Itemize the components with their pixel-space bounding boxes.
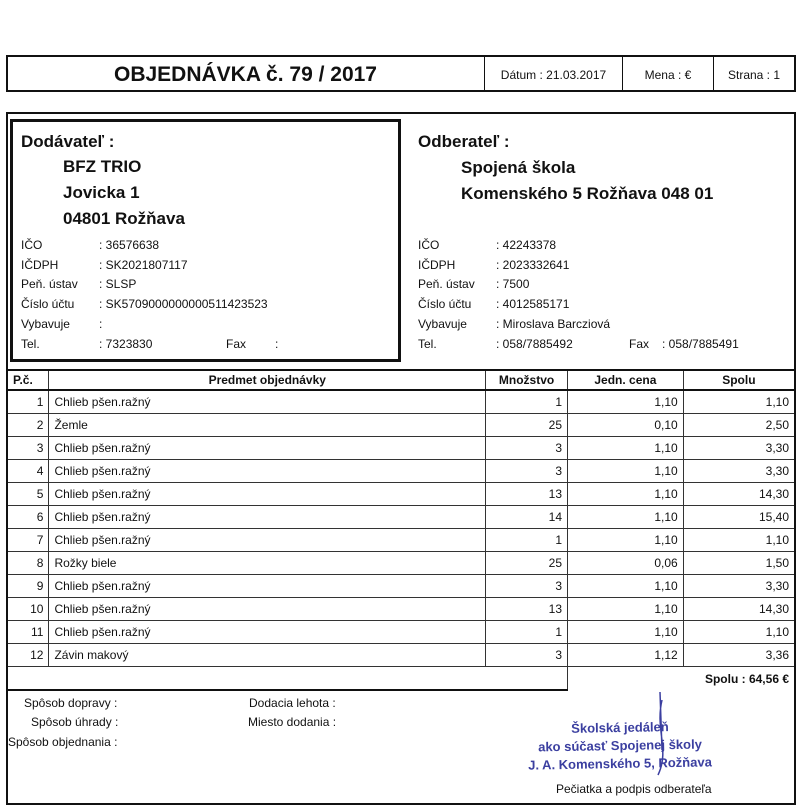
row-index: 8 (7, 552, 49, 575)
supplier-label-handler: Vybavuje (21, 317, 70, 331)
row-unit-price: 0,06 (568, 552, 684, 575)
customer-label-handler: Vybavuje (418, 317, 467, 331)
table-row (7, 644, 795, 667)
table-row (7, 437, 795, 460)
column-header-quantity: Množstvo (486, 370, 568, 390)
row-unit-price: 1,12 (568, 644, 684, 667)
row-index: 7 (7, 529, 49, 552)
signature-label: Pečiatka a podpis odberateľa (556, 782, 712, 796)
row-item: Chlieb pšen.ražný (49, 621, 486, 644)
row-quantity: 3 (486, 575, 568, 598)
supplier-value-tel: : 7323830 (99, 337, 153, 351)
row-total: 3,30 (683, 575, 795, 598)
row-unit-price: 1,10 (568, 506, 684, 529)
supplier-label-account: Číslo účtu (21, 297, 75, 311)
table-row (7, 483, 795, 506)
row-item: Chlieb pšen.ražný (49, 506, 486, 529)
table-body (7, 390, 795, 667)
row-index: 1 (7, 390, 49, 414)
customer-address: Komenského 5 Rožňava 048 01 (461, 184, 714, 203)
row-total: 14,30 (683, 598, 795, 621)
row-item: Chlieb pšen.ražný (49, 575, 486, 598)
row-unit-price: 1,10 (568, 621, 684, 644)
order-title: OBJEDNÁVKA č. 79 / 2017 (113, 63, 377, 86)
order-sum: Spolu : 64,56 € (568, 667, 795, 691)
customer-value-handler: : Miroslava Barcziová (496, 317, 611, 331)
column-header-index: P.č. (7, 370, 49, 390)
customer-label-ico: IČO (418, 238, 440, 252)
row-index: 3 (7, 437, 49, 460)
row-total: 3,30 (683, 437, 795, 460)
row-index: 4 (7, 460, 49, 483)
order-header (6, 55, 796, 92)
customer-name: Spojená škola (461, 158, 576, 177)
row-total: 2,50 (683, 414, 795, 437)
table-row (7, 529, 795, 552)
supplier-heading: Dodávateľ : (21, 132, 115, 151)
row-quantity: 1 (486, 390, 568, 414)
row-quantity: 13 (486, 598, 568, 621)
row-index: 2 (7, 414, 49, 437)
table-row (7, 552, 795, 575)
ordering-label: Spôsob objednania : (8, 735, 118, 749)
table-row (7, 460, 795, 483)
transport-label: Spôsob dopravy : (24, 696, 118, 710)
row-item: Rožky biele (49, 552, 486, 575)
row-index: 6 (7, 506, 49, 529)
stamp-line-1: Školská jedáleň (571, 719, 669, 736)
row-unit-price: 1,10 (568, 390, 684, 414)
supplier-value-bank: : SLSP (99, 277, 137, 291)
order-page: Strana : 1 (727, 68, 781, 82)
order-items-table (6, 369, 796, 691)
supplier-name: BFZ TRIO (63, 157, 142, 176)
row-quantity: 25 (486, 414, 568, 437)
delivery-place-label: Miesto dodania : (248, 715, 337, 729)
supplier-city: 04801 Rožňava (63, 209, 185, 228)
customer-heading: Odberateľ : (418, 132, 510, 151)
row-item: Chlieb pšen.ražný (49, 483, 486, 506)
row-total: 1,10 (683, 390, 795, 414)
supplier-label-tel: Tel. (21, 337, 40, 351)
row-quantity: 14 (486, 506, 568, 529)
customer-value-icdph: : 2023332641 (496, 258, 570, 272)
table-header-row (7, 370, 795, 390)
customer-value-ico: : 42243378 (496, 238, 557, 252)
supplier-label-bank: Peň. ústav (21, 277, 78, 291)
row-item: Závin makový (49, 644, 486, 667)
stamp-line-3: J. A. Komenského 5, Rožňava (528, 754, 712, 773)
supplier-value-fax: : (275, 337, 279, 351)
row-unit-price: 1,10 (568, 575, 684, 598)
column-header-unit-price: Jedn. cena (568, 370, 684, 390)
row-total: 1,50 (683, 552, 795, 575)
row-total: 3,36 (683, 644, 795, 667)
customer-value-account: : 4012585171 (496, 297, 570, 311)
row-index: 9 (7, 575, 49, 598)
row-unit-price: 1,10 (568, 437, 684, 460)
supplier-label-fax: Fax (226, 337, 247, 351)
row-quantity: 1 (486, 621, 568, 644)
row-quantity: 1 (486, 529, 568, 552)
table-row (7, 575, 795, 598)
table-row (7, 390, 795, 414)
row-total: 15,40 (683, 506, 795, 529)
row-unit-price: 1,10 (568, 529, 684, 552)
row-index: 11 (7, 621, 49, 644)
row-item: Chlieb pšen.ražný (49, 437, 486, 460)
customer-value-bank: : 7500 (496, 277, 530, 291)
supplier-label-ico: IČO (21, 238, 43, 252)
supplier-value-icdph: : SK2021807117 (99, 258, 188, 272)
delivery-time-label: Dodacia lehota : (249, 696, 336, 710)
row-quantity: 3 (486, 644, 568, 667)
order-date: Dátum : 21.03.2017 (500, 68, 607, 82)
row-item: Žemle (49, 414, 486, 437)
row-total: 1,10 (683, 529, 795, 552)
row-unit-price: 1,10 (568, 483, 684, 506)
customer-label-fax: Fax (629, 337, 650, 351)
row-total: 14,30 (683, 483, 795, 506)
row-index: 5 (7, 483, 49, 506)
row-quantity: 13 (486, 483, 568, 506)
order-currency: Mena : € (644, 68, 692, 82)
payment-label: Spôsob úhrady : (31, 715, 119, 729)
supplier-street: Jovicka 1 (63, 183, 140, 202)
row-unit-price: 1,10 (568, 598, 684, 621)
customer-label-icdph: IČDPH (418, 258, 456, 272)
stamp-line-2: ako súčasť Spojenej školy (538, 736, 702, 755)
customer-label-bank: Peň. ústav (418, 277, 475, 291)
customer-label-account: Číslo účtu (418, 297, 472, 311)
customer-label-tel: Tel. (418, 337, 437, 351)
customer-value-fax: : 058/7885491 (662, 337, 739, 351)
table-row (7, 506, 795, 529)
row-total: 3,30 (683, 460, 795, 483)
row-total: 1,10 (683, 621, 795, 644)
row-quantity: 3 (486, 437, 568, 460)
customer-value-tel: : 058/7885492 (496, 337, 573, 351)
row-item: Chlieb pšen.ražný (49, 598, 486, 621)
supplier-label-icdph: IČDPH (21, 258, 59, 272)
column-header-item: Predmet objednávky (49, 370, 486, 390)
row-item: Chlieb pšen.ražný (49, 460, 486, 483)
row-item: Chlieb pšen.ražný (49, 390, 486, 414)
row-quantity: 25 (486, 552, 568, 575)
supplier-value-ico: : 36576638 (99, 238, 160, 252)
row-index: 10 (7, 598, 49, 621)
table-row (7, 621, 795, 644)
row-unit-price: 0,10 (568, 414, 684, 437)
table-row (7, 598, 795, 621)
row-index: 12 (7, 644, 49, 667)
column-header-total: Spolu (683, 370, 795, 390)
row-unit-price: 1,10 (568, 460, 684, 483)
row-quantity: 3 (486, 460, 568, 483)
supplier-value-handler: : (99, 317, 103, 331)
supplier-value-account: : SK5709000000000511423523 (99, 297, 268, 311)
row-item: Chlieb pšen.ražný (49, 529, 486, 552)
table-row (7, 414, 795, 437)
